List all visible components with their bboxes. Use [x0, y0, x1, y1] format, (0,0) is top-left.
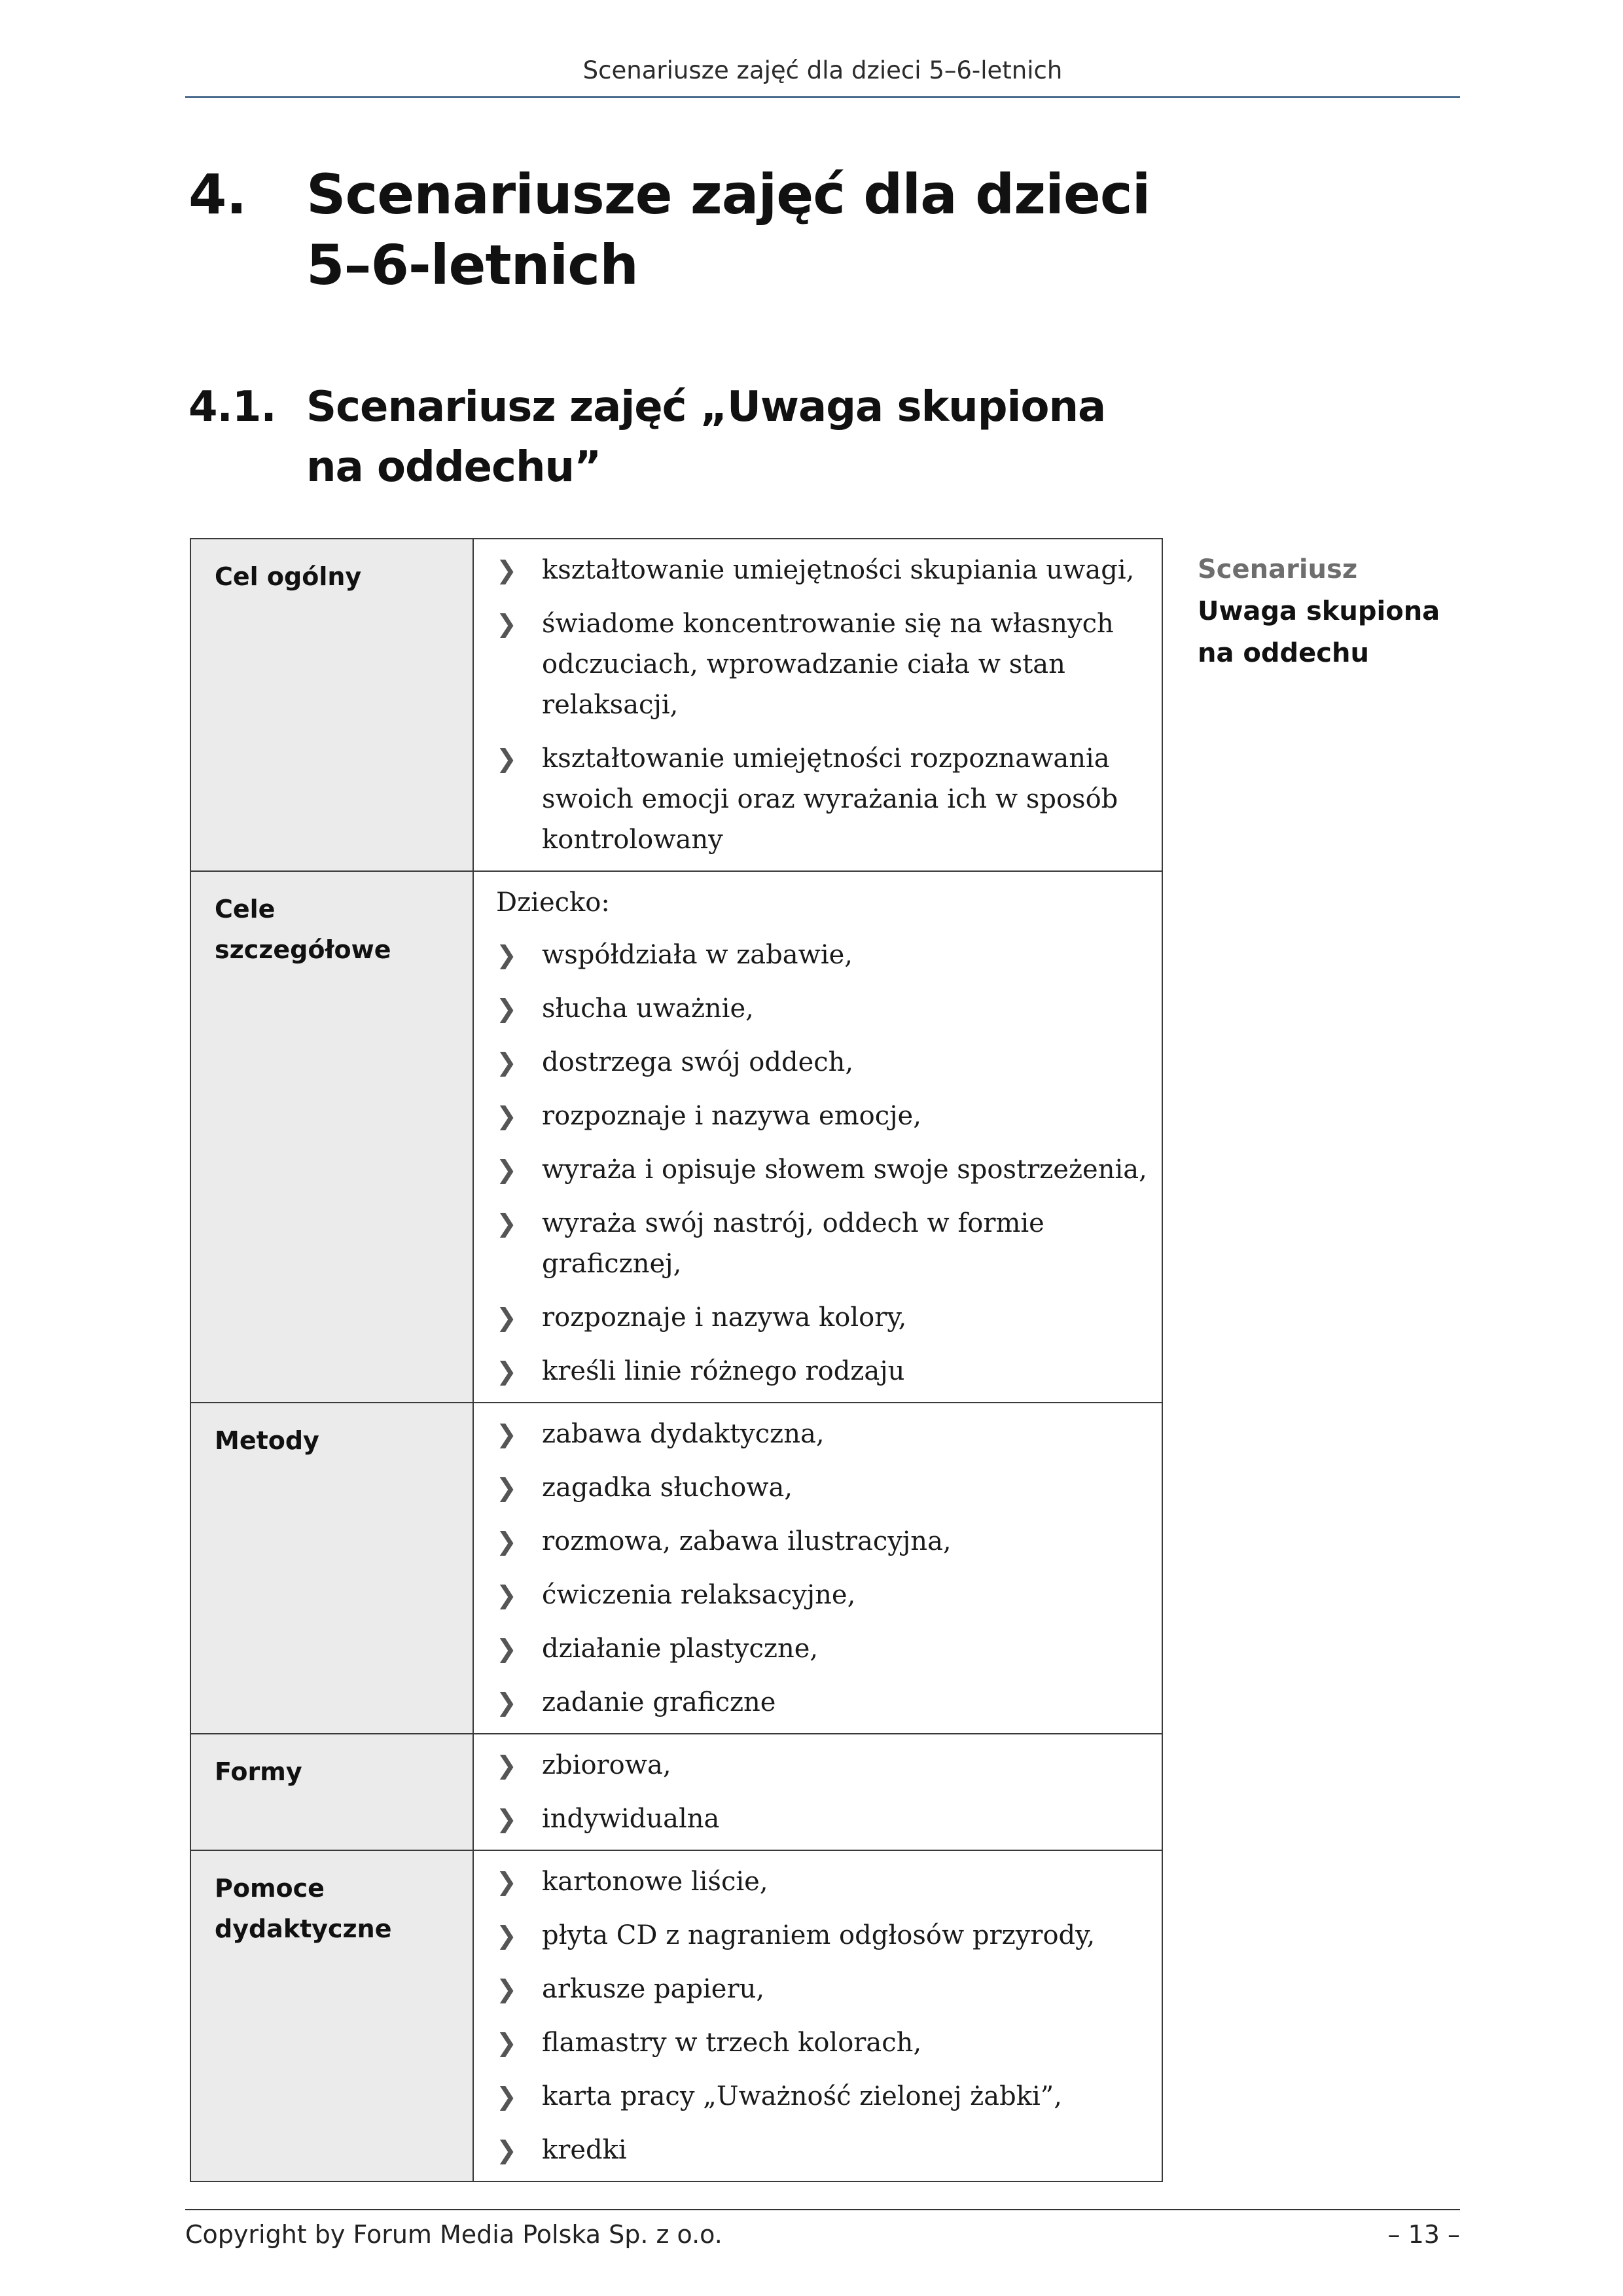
footer-copyright: Copyright by Forum Media Polska Sp. z o.o.: [185, 2220, 722, 2249]
list-item: [496, 1351, 1149, 1391]
chevron-right-icon: ❯: [496, 2028, 517, 2057]
chevron-right-icon: ❯: [496, 1751, 517, 1780]
chevron-right-icon: ❯: [496, 1209, 517, 1238]
row-content-cell: [473, 871, 1162, 1403]
section-title-line1: Scenariusz zajęć „Uwaga skupiona: [306, 383, 1106, 431]
chevron-right-icon: ❯: [496, 1975, 517, 2003]
chevron-right-icon: ❯: [496, 744, 517, 773]
list-item: [496, 1297, 1149, 1338]
list-item: [496, 1682, 1149, 1723]
list-item-text: arkusze papieru,: [542, 1974, 765, 2004]
row-label: Metody: [215, 1426, 319, 1455]
scenario-table-body: [190, 539, 1162, 2181]
list-item-text: wyraża swój nastrój, oddech w formie graficznej,: [542, 1208, 1044, 1279]
chevron-right-icon: ❯: [496, 1921, 517, 1950]
list-item-text: flamastry w trzech kolorach,: [542, 2028, 922, 2058]
list-item: [496, 1042, 1149, 1083]
list-item-text: wyraża i opisuje słowem swoje spostrzeżenia,: [542, 1155, 1147, 1185]
list-item: [496, 1969, 1149, 2009]
row-intro: Dziecko:: [496, 888, 610, 918]
list-item: [496, 2022, 1149, 2063]
table-row: [190, 539, 1162, 871]
row-label-cell: [190, 539, 473, 871]
list-item-text: kartonowe liście,: [542, 1867, 768, 1897]
chevron-right-icon: ❯: [496, 609, 517, 638]
list-item: [496, 1915, 1149, 1956]
side-note-title-line2: na oddechu: [1198, 638, 1369, 668]
side-note-title-line1: Uwaga skupiona: [1198, 596, 1440, 626]
list-item-text: kształtowanie umiejętności rozpoznawania swoich emocji oraz wyrażania ich w sposób kontrolowany: [542, 744, 1118, 855]
chapter-title-line1: Scenariusze zajęć dla dzieci: [306, 162, 1150, 226]
chevron-right-icon: ❯: [496, 1420, 517, 1448]
list-item-text: kredki: [542, 2135, 627, 2165]
list-item-text: zbiorowa,: [542, 1750, 671, 1780]
list-item: [496, 1575, 1149, 1615]
list-item: [496, 988, 1149, 1029]
list-item-text: działanie plastyczne,: [542, 1634, 819, 1664]
list-item-text: rozpoznaje i nazywa kolory,: [542, 1302, 907, 1333]
list-item: [496, 1203, 1149, 1284]
list-item-text: kreśli linie różnego rodzaju: [542, 1356, 905, 1386]
section-title: [306, 377, 1105, 497]
list-item-text: rozmowa, zabawa ilustracyjna,: [542, 1526, 952, 1556]
row-label: Formy: [215, 1757, 302, 1786]
footer-rule: [185, 2209, 1460, 2210]
bullet-list: [496, 1745, 1149, 1839]
list-item-text: świadome koncentrowanie się na własnych odczuciach, wprowadzanie ciała w stan relaksacji,: [542, 609, 1114, 720]
header-rule: [185, 96, 1460, 98]
chevron-right-icon: ❯: [496, 2082, 517, 2111]
row-label-continued: szczegółowe: [215, 935, 391, 964]
list-item: [496, 1096, 1149, 1136]
chevron-right-icon: ❯: [496, 1155, 517, 1184]
list-item-text: zabawa dydaktyczna,: [542, 1419, 825, 1449]
list-item: [496, 1149, 1149, 1190]
row-label-cell: [190, 1734, 473, 1850]
row-label-cell: [190, 1403, 473, 1734]
row-content-cell: [473, 1734, 1162, 1850]
chevron-right-icon: ❯: [496, 1527, 517, 1556]
list-item-text: karta pracy „Uważność zielonej żabki”,: [542, 2081, 1062, 2111]
list-item: [496, 1628, 1149, 1669]
row-content-cell: [473, 1850, 1162, 2181]
table-row: [190, 1850, 1162, 2181]
list-item-text: słucha uważnie,: [542, 994, 754, 1024]
chevron-right-icon: ❯: [496, 994, 517, 1023]
row-label: Cele: [215, 895, 276, 924]
row-label-continued: dydaktyczne: [215, 1914, 392, 1943]
list-item-text: zadanie graficzne: [542, 1687, 776, 1717]
list-item: [496, 550, 1149, 590]
list-item-text: dostrzega swój oddech,: [542, 1047, 854, 1077]
list-item: [496, 1467, 1149, 1508]
row-label-cell: [190, 1850, 473, 2181]
row-content-cell: [473, 539, 1162, 871]
chevron-right-icon: ❯: [496, 1303, 517, 1332]
list-item: [496, 1799, 1149, 1839]
chapter-title: [306, 159, 1150, 300]
chevron-right-icon: ❯: [496, 1048, 517, 1077]
chevron-right-icon: ❯: [496, 1357, 517, 1386]
list-item: [496, 603, 1149, 725]
chapter-title-line2: 5–6-letnich: [306, 233, 638, 297]
scenario-table: [190, 538, 1163, 2182]
list-item: [496, 738, 1149, 860]
list-item: [496, 1521, 1149, 1562]
list-item: [496, 1861, 1149, 1902]
section-number: 4.1.: [188, 383, 276, 431]
chevron-right-icon: ❯: [496, 1867, 517, 1896]
chevron-right-icon: ❯: [496, 1581, 517, 1609]
row-content-cell: [473, 1403, 1162, 1734]
list-item-text: zagadka słuchowa,: [542, 1473, 793, 1503]
bullet-list: [496, 550, 1149, 860]
list-item-text: rozpoznaje i nazywa emocje,: [542, 1101, 921, 1131]
list-item-text: ćwiczenia relaksacyjne,: [542, 1580, 856, 1610]
chevron-right-icon: ❯: [496, 1634, 517, 1663]
row-label: Pomoce: [215, 1874, 325, 1903]
list-item-text: kształtowanie umiejętności skupiania uwagi,: [542, 555, 1135, 585]
table-row: [190, 1734, 1162, 1850]
side-note-kicker: Scenariusz: [1198, 554, 1358, 584]
list-item: [496, 2076, 1149, 2117]
chapter-number: 4.: [188, 162, 247, 226]
table-row: [190, 871, 1162, 1403]
chevron-right-icon: ❯: [496, 556, 517, 584]
table-row: [190, 1403, 1162, 1734]
list-item: [496, 935, 1149, 975]
chevron-right-icon: ❯: [496, 2136, 517, 2164]
chevron-right-icon: ❯: [496, 941, 517, 969]
chevron-right-icon: ❯: [496, 1688, 517, 1717]
bullet-list: [496, 1861, 1149, 2170]
list-item: [496, 2130, 1149, 2170]
list-item: [496, 1414, 1149, 1454]
row-label: Cel ogólny: [215, 562, 362, 591]
list-item-text: płyta CD z nagraniem odgłosów przyrody,: [542, 1920, 1096, 1950]
list-item-text: indywidualna: [542, 1804, 720, 1834]
running-header: Scenariusze zajęć dla dzieci 5–6-letnich: [582, 56, 1063, 84]
chevron-right-icon: ❯: [496, 1804, 517, 1833]
chevron-right-icon: ❯: [496, 1102, 517, 1130]
bullet-list: [496, 935, 1149, 1391]
row-label-cell: [190, 871, 473, 1403]
chevron-right-icon: ❯: [496, 1473, 517, 1502]
footer-page-number: – 13 –: [1387, 2220, 1460, 2249]
bullet-list: [496, 1414, 1149, 1723]
list-item-text: współdziała w zabawie,: [542, 940, 853, 970]
side-note: [1198, 548, 1459, 674]
list-item: [496, 1745, 1149, 1785]
section-title-line2: na oddechu”: [306, 443, 601, 492]
